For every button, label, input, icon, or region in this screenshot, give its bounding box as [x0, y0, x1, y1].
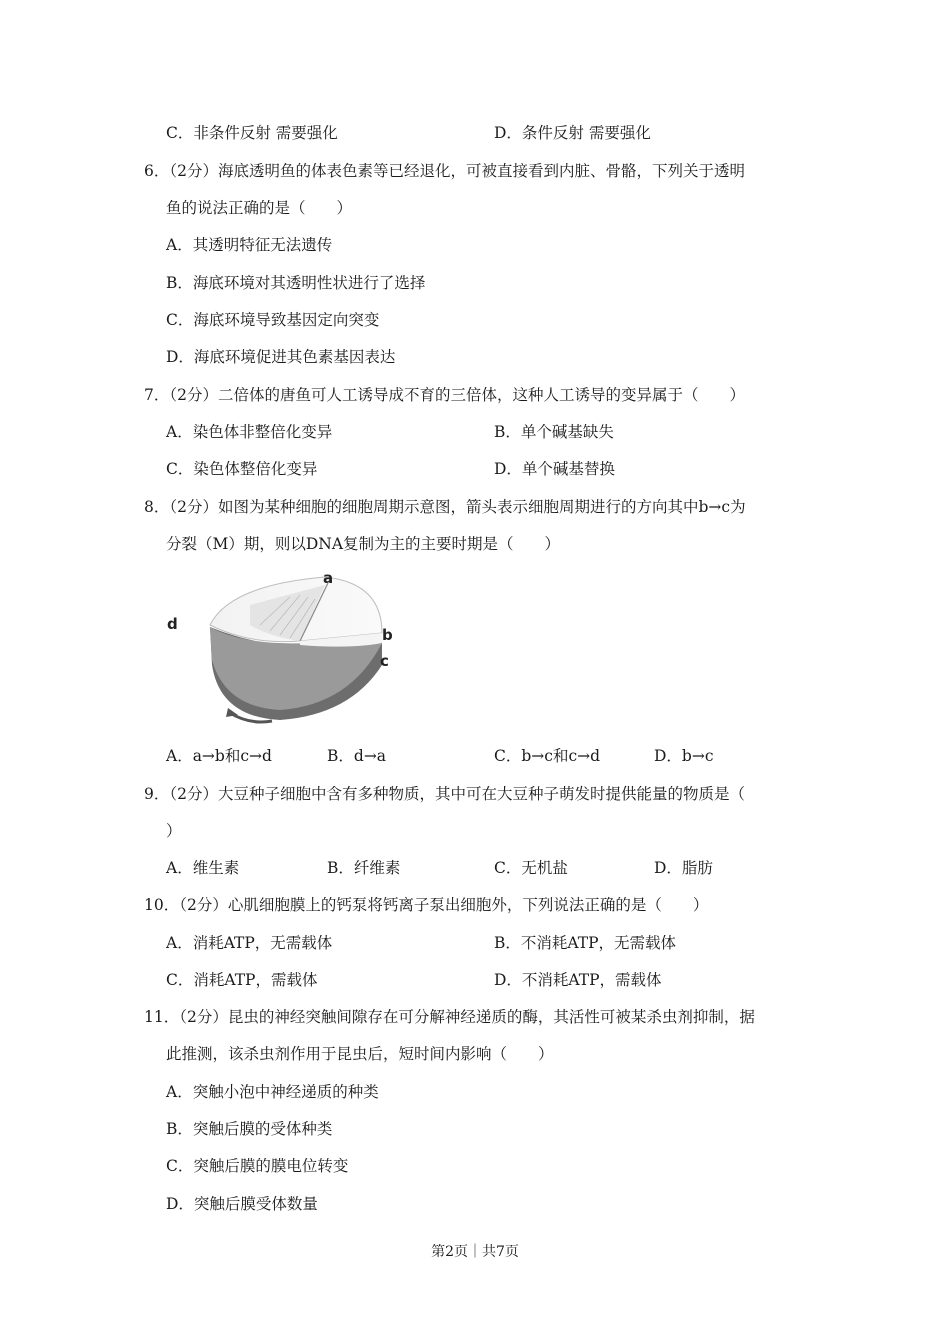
q8-option-a: A．a→b和c→d: [166, 747, 272, 765]
q9-stem-line1: 9．（2分）大豆种子细胞中含有多种物质，其中可在大豆种子萌发时提供能量的物质是（: [144, 785, 745, 803]
q6-stem-line1: 6．（2分）海底透明鱼的体表色素等已经退化，可被直接看到内脏、骨骼，下列关于透明: [144, 162, 745, 180]
q9-option-c: C．无机盐: [494, 859, 568, 877]
q11-option-d: D．突触后膜受体数量: [166, 1195, 318, 1213]
q9-stem-line2: ）: [166, 822, 182, 840]
q8-option-b: B．d→a: [327, 747, 387, 765]
cell-cycle-diagram: [160, 565, 410, 735]
q8-stem-line1: 8．（2分）如图为某种细胞的细胞周期示意图，箭头表示细胞周期进行的方向其中b→c为: [144, 498, 746, 516]
q11-stem-line1: 11．（2分）昆虫的神经突触间隙存在可分解神经递质的酶，其活性可被某杀虫剂抑制，据: [144, 1008, 755, 1026]
q7-stem: 7．（2分）二倍体的唐鱼可人工诱导成不育的三倍体，这种人工诱导的变异属于（ ）: [144, 386, 745, 404]
q7-option-d: D．单个碱基替换: [494, 460, 615, 478]
q5-option-c: C．非条件反射 需要强化: [166, 124, 338, 142]
label-a: a: [323, 569, 334, 587]
q10-option-c: C．消耗ATP，需载体: [166, 971, 318, 989]
q10-stem: 10．（2分）心肌细胞膜上的钙泵将钙离子泵出细胞外，下列说法正确的是（ ）: [144, 896, 709, 914]
label-b: b: [382, 626, 393, 644]
q9-option-b: B．纤维素: [327, 859, 401, 877]
q11-option-b: B．突触后膜的受体种类: [166, 1120, 333, 1138]
q9-option-d: D．脂肪: [654, 859, 713, 877]
label-c: c: [380, 652, 389, 670]
q10-option-a: A．消耗ATP，无需载体: [166, 934, 333, 952]
q9-option-a: A．维生素: [166, 859, 240, 877]
q5-option-d: D．条件反射 需要强化: [494, 124, 651, 142]
page-footer: 第2页｜共7页: [431, 1244, 519, 1260]
q6-option-b: B．海底环境对其透明性状进行了选择: [166, 274, 426, 292]
label-d: d: [167, 615, 178, 633]
q11-stem-line2: 此推测，该杀虫剂作用于昆虫后，短时间内影响（ ）: [166, 1045, 554, 1063]
q6-stem-line2: 鱼的说法正确的是（ ）: [166, 199, 353, 217]
q6-option-d: D．海底环境促进其色素基因表达: [166, 348, 396, 366]
q10-option-b: B．不消耗ATP，无需载体: [494, 934, 677, 952]
q6-option-a: A．其透明特征无法遗传: [166, 236, 333, 254]
q8-option-c: C．b→c和c→d: [494, 747, 601, 765]
q7-option-a: A．染色体非整倍化变异: [166, 423, 333, 441]
q7-option-b: B．单个碱基缺失: [494, 423, 614, 441]
q7-option-c: C．染色体整倍化变异: [166, 460, 318, 478]
q8-stem-line2: 分裂（M）期，则以DNA复制为主的主要时期是（ ）: [166, 535, 561, 553]
q11-option-c: C．突触后膜的膜电位转变: [166, 1157, 349, 1175]
q10-option-d: D．不消耗ATP，需载体: [494, 971, 662, 989]
q11-option-a: A．突触小泡中神经递质的种类: [166, 1083, 379, 1101]
q8-option-d: D．b→c: [654, 747, 714, 765]
q6-option-c: C．海底环境导致基因定向突变: [166, 311, 380, 329]
